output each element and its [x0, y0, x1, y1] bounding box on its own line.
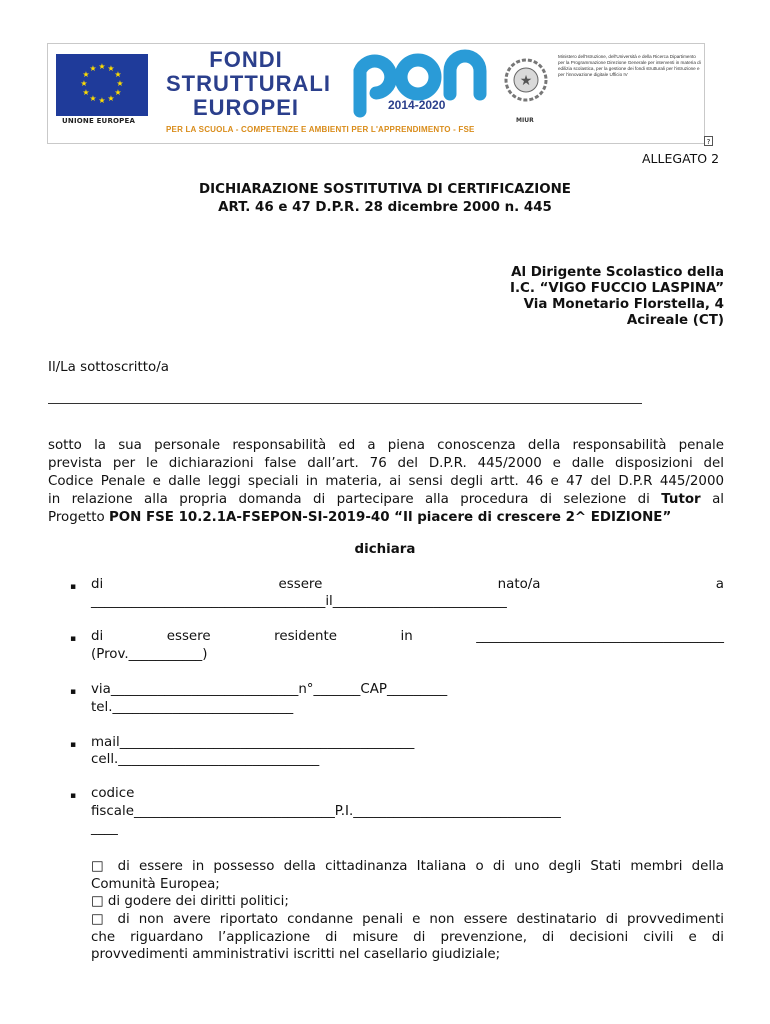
recipient-line-1: Al Dirigente Scolastico della [511, 265, 724, 280]
phone-field[interactable]: tel.___________________________ [91, 700, 294, 715]
eu-label: UNIONE EUROPEA [62, 117, 136, 125]
project-name: PON FSE 10.2.1A-FSEPON-SI-2019-40 “Il piacere di crescere 2^ EDIZIONE” [108, 510, 672, 525]
word: essere [166, 629, 211, 644]
italian-republic-emblem [500, 54, 552, 106]
political-rights-statement: □ di godere dei diritti politici; [91, 894, 289, 909]
svg-text:★: ★ [107, 94, 115, 103]
recipient-line-3: Via Monetario Florstella, 4 [523, 297, 724, 312]
citizenship-statement-cont: Comunità Europea; [91, 877, 220, 892]
title-line-1: DICHIARAZIONE SOSTITUTIVA DI CERTIFICAZIONE [199, 182, 571, 197]
header-banner [47, 43, 705, 144]
residence-field[interactable]: _____________________________________ [476, 629, 724, 644]
bullet-icon: ▪ [70, 634, 77, 644]
allegato-label: ALLEGATO 2 [642, 151, 720, 166]
svg-text:★: ★ [107, 64, 115, 73]
email-field[interactable]: mail____________________________________________ [91, 735, 415, 750]
fondi-line: FONDI [209, 47, 283, 72]
eu-flag-logo [56, 54, 148, 116]
bullet-icon: ▪ [70, 791, 77, 801]
word: di [91, 629, 104, 644]
para-text: Progetto [48, 510, 109, 525]
svg-text:★: ★ [89, 94, 97, 103]
body-paragraph-line: sotto la sua personale responsabilità ed a piena conoscenza della responsabilità penale [48, 438, 724, 453]
bullet-icon: ▪ [70, 582, 77, 592]
body-paragraph-line: prevista per le dichiarazioni false dall’art. 76 del D.P.R. 445/2000 e dalle disposizioni del [48, 456, 724, 471]
body-paragraph-line: Codice Penale e dalle leggi speciali in materia, ai sensi degli artt. 46 e 47 del D.P.R 445/2000 [48, 474, 724, 489]
word: di [91, 577, 104, 592]
svg-text:★: ★ [80, 79, 88, 88]
tax-code-field[interactable]: fiscale______________________________P.I._______________________________ [91, 804, 561, 819]
svg-text:★: ★ [89, 64, 97, 73]
pon-strip-text: PER LA SCUOLA - COMPETENZE E AMBIENTI PER L'APPRENDIMENTO - FSE [166, 125, 475, 134]
ministry-text: Ministero dell'Istruzione, dell'Università e della Ricerca Dipartimento per la Programmazione Direzione Generale per interventi in materia di edilizia scolastica, per la gestione dei fondi strutturali per l'istruzione e per l'innovazione digitale Ufficio IV [558, 54, 701, 78]
residence-row [91, 628, 724, 646]
bullet-icon: ▪ [70, 740, 77, 750]
miur-label: MIUR [516, 117, 534, 124]
tax-code-field-continuation[interactable]: ____ [91, 821, 118, 836]
svg-text:★: ★ [82, 70, 90, 79]
word: residente [274, 629, 337, 644]
svg-text:★: ★ [82, 88, 90, 97]
name-fill-line[interactable] [48, 403, 642, 404]
pon-years: 2014-2020 [388, 98, 446, 112]
word: essere [278, 577, 323, 592]
word: a [715, 577, 724, 592]
province-field[interactable]: (Prov.___________) [91, 647, 208, 662]
word: nato/a [497, 577, 541, 592]
criminal-record-statement: □ di non avere riportato condanne penali e non essere destinatario di provvedimenti [91, 912, 724, 927]
recipient-line-2: I.C. “VIGO FUCCIO LASPINA” [509, 281, 724, 296]
svg-text:★: ★ [116, 79, 124, 88]
svg-text:★: ★ [519, 73, 533, 89]
fondi-line: EUROPEI [192, 95, 300, 120]
criminal-record-statement: che riguardano l’applicazione di misure di prevenzione, di decisioni civili e di [91, 930, 724, 945]
address-field[interactable]: via____________________________n°_______CAP_________ [91, 682, 448, 697]
codice-label: codice [91, 786, 135, 801]
body-paragraph-line [48, 491, 724, 509]
sottoscritto-label: Il/La sottoscritto/a [48, 360, 169, 375]
bullet-icon: ▪ [70, 687, 77, 697]
svg-text:★: ★ [114, 70, 122, 79]
word: in [400, 629, 413, 644]
birth-row [91, 576, 724, 594]
citizenship-statement: □ di essere in possesso della cittadinanza Italiana o di uno degli Stati membri della [91, 859, 724, 874]
dichiara-heading: dichiara [354, 542, 416, 557]
svg-text:★: ★ [98, 96, 106, 105]
fondi-strutturali-logo [166, 47, 331, 120]
svg-text:★: ★ [114, 88, 122, 97]
body-paragraph-line [48, 509, 671, 527]
recipient-line-4: Acireale (CT) [626, 313, 724, 328]
tutor-role: Tutor [661, 492, 701, 507]
birth-place-date-field[interactable]: ___________________________________il__________________________ [91, 594, 507, 609]
para-text: in relazione alla propria domanda di partecipare alla procedura di selezione di [48, 492, 662, 507]
criminal-record-statement: provvedimenti amministrativi iscritti nel casellario giudiziale; [91, 947, 501, 962]
title-line-2: ART. 46 e 47 D.P.R. 28 dicembre 2000 n. 445 [218, 200, 552, 215]
para-text: al [700, 492, 724, 507]
svg-text:★: ★ [98, 62, 106, 71]
fondi-line: STRUTTURALI [166, 71, 331, 96]
mobile-field[interactable]: cell.______________________________ [91, 752, 320, 767]
broken-image-icon: ? [704, 136, 713, 146]
